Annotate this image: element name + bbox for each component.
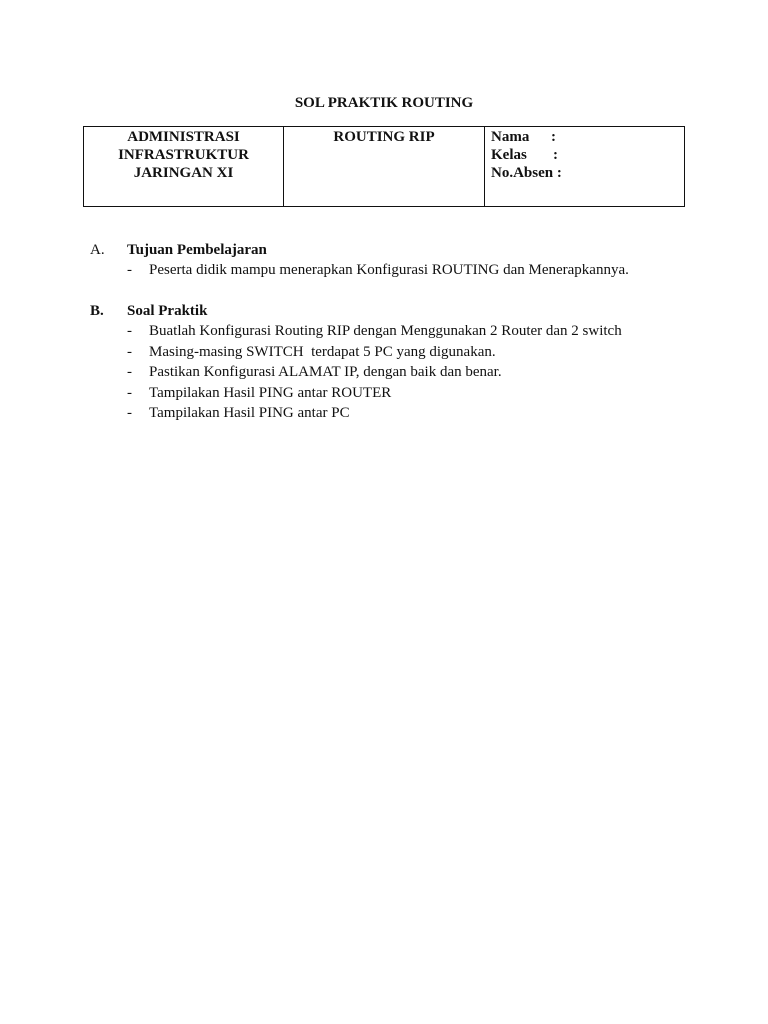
- list-item: [90, 362, 710, 383]
- list-item-text: Peserta didik mampu menerapkan Konfigurasi ROUTING dan Menerapkannya.: [149, 262, 629, 278]
- identity-row-absen: [491, 164, 684, 182]
- list-item: [90, 403, 710, 424]
- identity-label-absen: No.Absen: [491, 165, 554, 181]
- identity-row-kelas: [491, 146, 684, 164]
- section-a: [90, 240, 710, 281]
- list-item: [90, 342, 710, 363]
- identity-label-kelas: Kelas: [491, 147, 527, 163]
- subject-line: ADMINISTRASI: [127, 129, 240, 145]
- identity-label-nama: Nama: [491, 129, 530, 145]
- subject-cell: [84, 127, 284, 207]
- subject-line: JARINGAN XI: [133, 165, 234, 181]
- identity-cell: [485, 127, 685, 207]
- section-letter: B.: [90, 303, 104, 319]
- list-item-text: Buatlah Konfigurasi Routing RIP dengan Menggunakan 2 Router dan 2 switch: [149, 323, 622, 339]
- bullet-dash: -: [127, 405, 132, 421]
- topic-text: ROUTING RIP: [333, 129, 435, 145]
- document-title: SOL PRAKTIK ROUTING: [294, 95, 474, 111]
- section-heading: [90, 301, 710, 321]
- list-item: [90, 383, 710, 404]
- section-title: Tujuan Pembelajaran: [127, 242, 267, 258]
- identity-row-nama: [491, 128, 684, 146]
- bullet-dash: -: [127, 384, 132, 401]
- bullet-dash: -: [127, 262, 132, 278]
- list-item-text: Tampilakan Hasil PING antar PC: [149, 405, 350, 421]
- section-heading: [90, 240, 710, 260]
- section-title: Soal Praktik: [127, 303, 208, 319]
- list-item: [90, 260, 710, 281]
- list-item-text: Masing-masing SWITCH terdapat 5 PC yang digunakan.: [149, 343, 496, 360]
- subject-line: INFRASTRUKTUR: [118, 147, 249, 163]
- bullet-dash: -: [127, 323, 132, 339]
- identity-colon: :: [553, 147, 558, 163]
- bullet-dash: -: [127, 343, 132, 360]
- header-table: [83, 126, 685, 207]
- topic-cell: [284, 127, 485, 207]
- section-list: [90, 321, 710, 424]
- list-item: [90, 321, 710, 342]
- identity-colon: :: [553, 165, 562, 181]
- bullet-dash: -: [127, 364, 132, 380]
- section-list: [90, 260, 710, 281]
- list-item-text: Tampilakan Hasil PING antar ROUTER: [149, 384, 392, 401]
- identity-colon: :: [551, 129, 556, 145]
- section-letter: A.: [90, 242, 105, 258]
- section-b: [90, 301, 710, 424]
- list-item-text: Pastikan Konfigurasi ALAMAT IP, dengan baik dan benar.: [149, 364, 502, 380]
